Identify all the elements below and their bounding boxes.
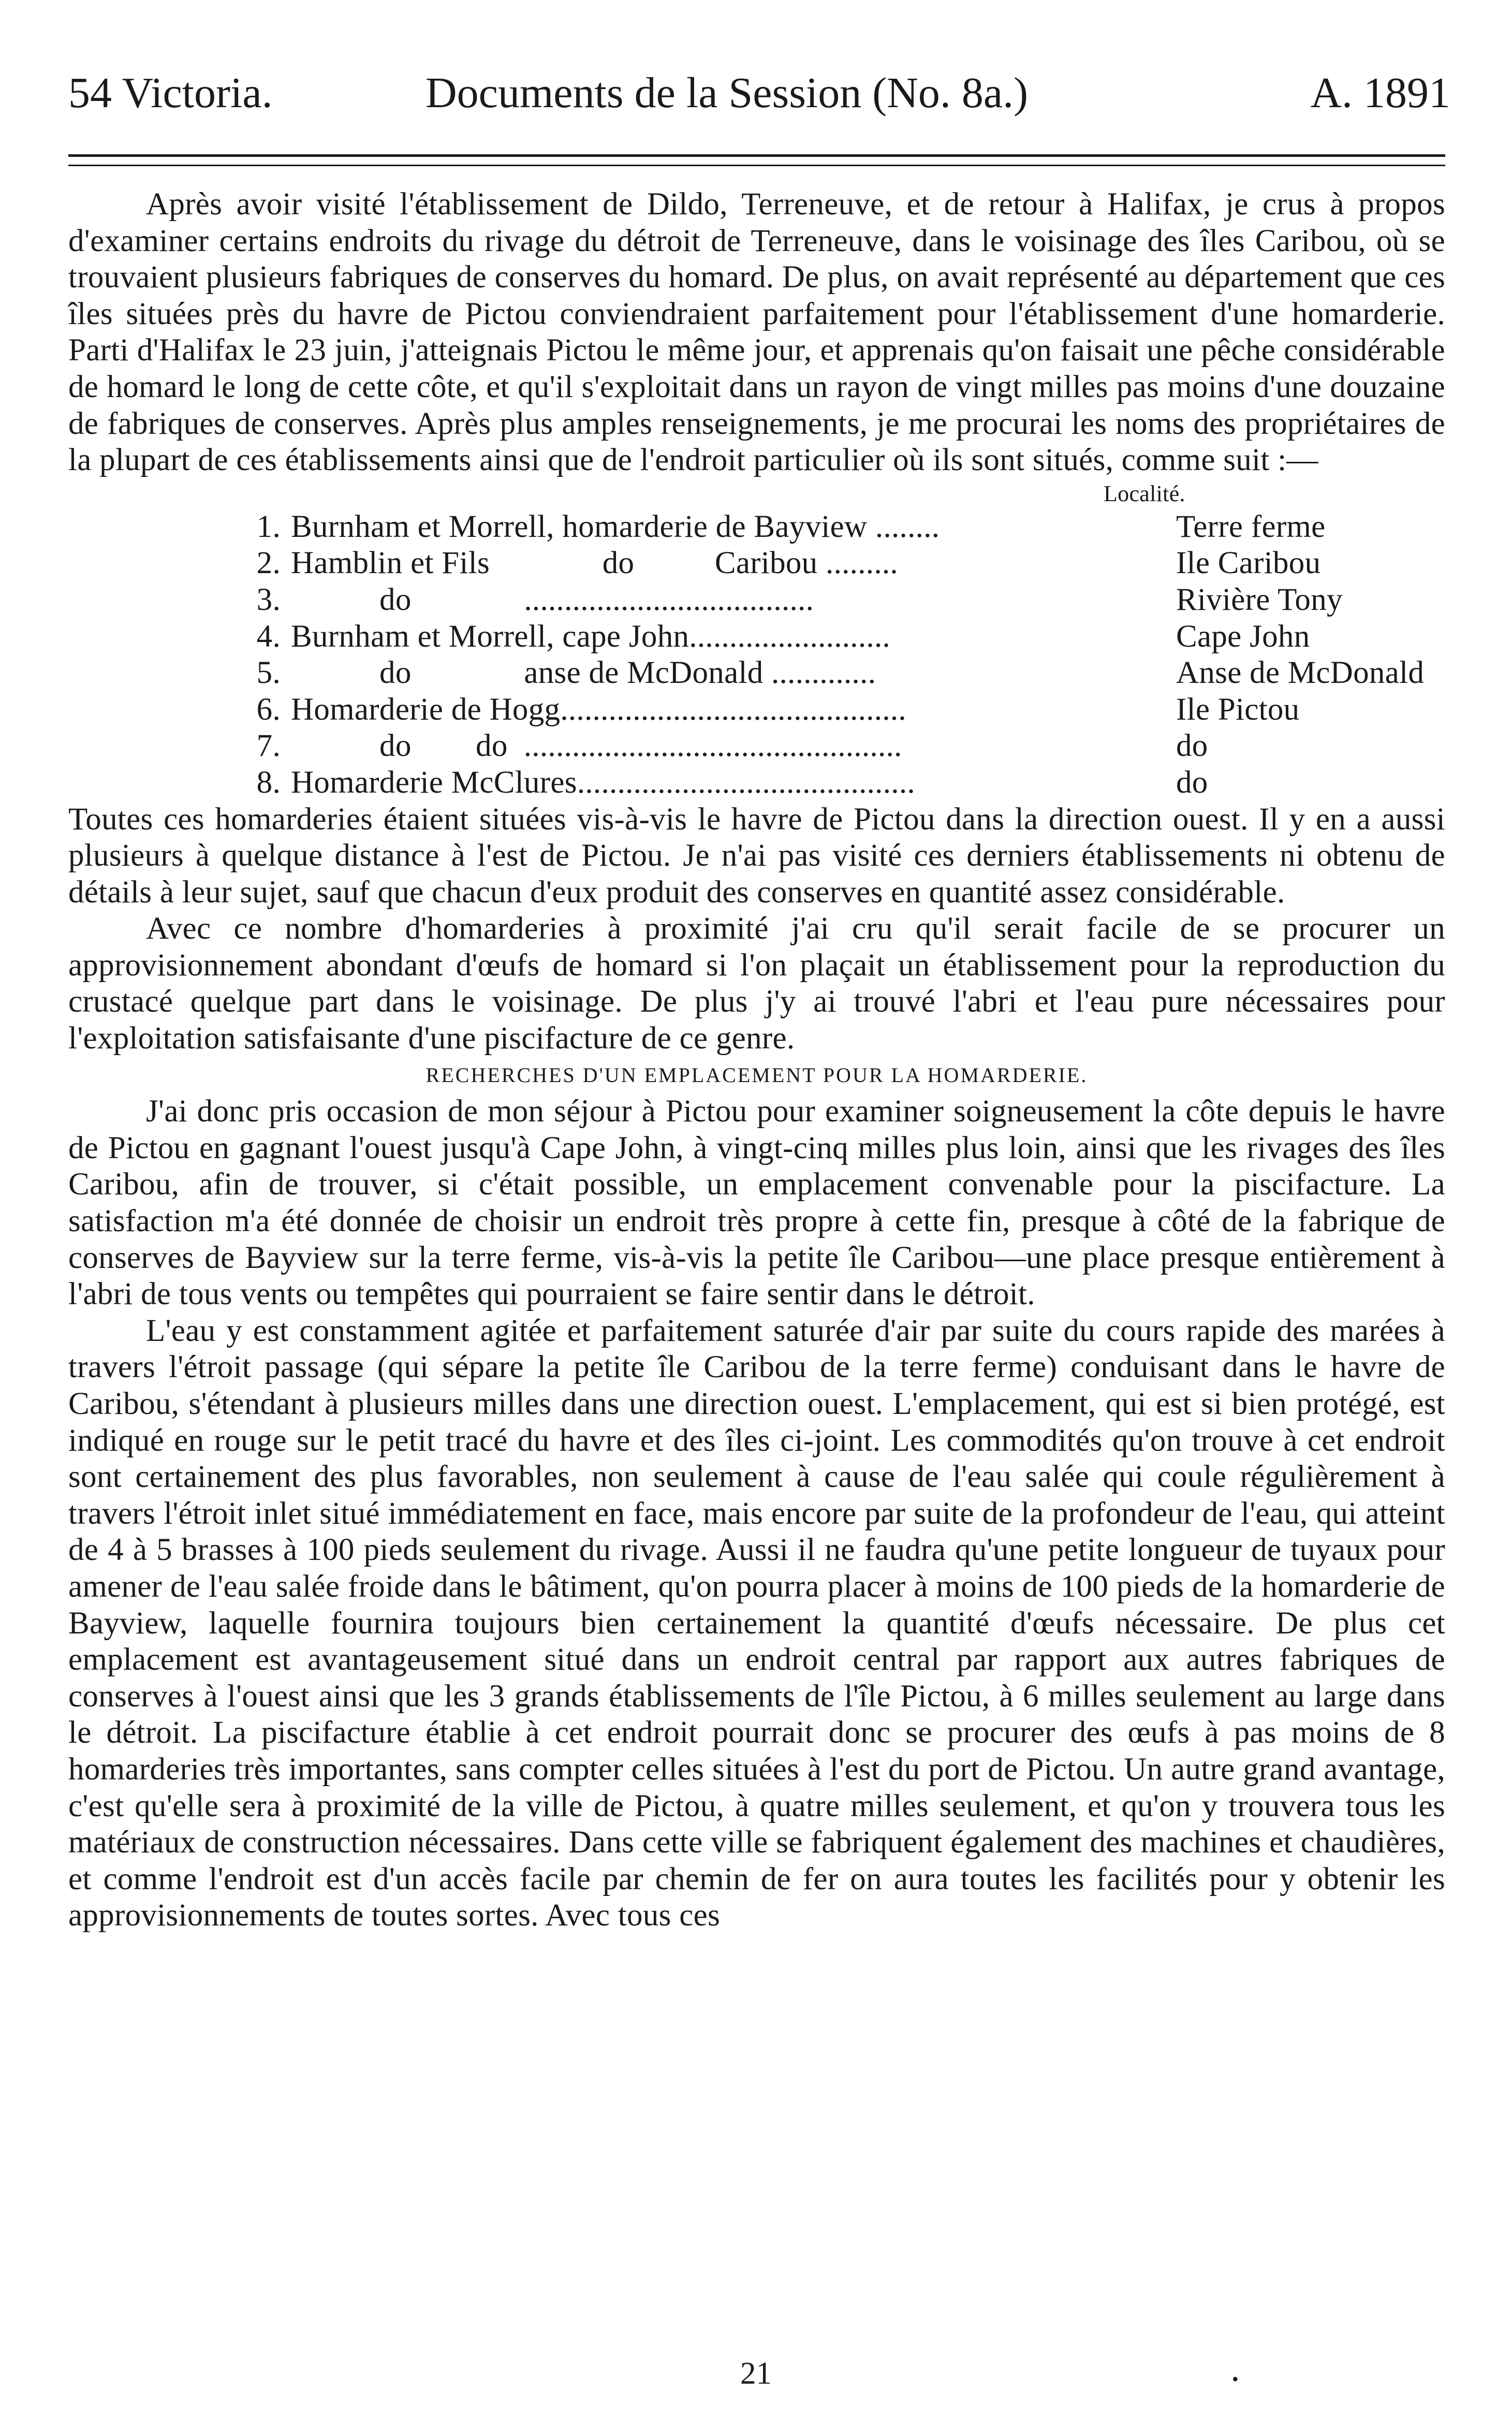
section-heading: RECHERCHES D'UN EMPLACEMENT POUR LA HOMARDERIE. — [425, 1063, 1088, 1087]
list-item — [68, 655, 1445, 692]
paragraph-intro: Après avoir visité l'établissement de Dildo, Terreneuve, et de retour à Halifax, je crus à propos d'examiner certains endroits du rivage du détroit de Terreneuve, dans le voisinage des îles Caribou, où se trouvaient plusieurs fabriques de conserves du homard. De plus, on avait représenté au département que ces îles situées près du havre de Pictou conviendraient parfaitement pour l'établissement d'une homarderie. Parti d'Halifax le 23 juin, j'atteignais Pictou le même jour, et apprenais qu'on faisait une pêche considérable de homard le long de cette côte, et qu'il s'exploitait dans un rayon de vingt milles pas moins d'une douzaine de fabriques de conserves. Après plus amples renseignements, je me procurai les noms des propriétaires de la plupart de ces établissements ainsi que de l'endroit particulier où ils sont situés, comme suit :— — [68, 187, 1445, 478]
list-item — [68, 765, 1445, 801]
list-item-place: do — [1176, 728, 1208, 764]
list-item-number: 3. — [256, 582, 281, 617]
list-item-name: Homarderie de Hogg........................................... — [291, 692, 906, 727]
page-number: 21 — [740, 2356, 772, 2391]
list-item-number: 2. — [256, 546, 281, 581]
page-header — [68, 62, 1456, 124]
footer-mark: • — [1232, 2369, 1239, 2389]
paragraph-homarderies-location: Toutes ces homarderies étaient situées vis-à-vis le havre de Pictou dans la direction ouest. Il y en a aussi plusieurs à quelque distance à l'est de Pictou. Je n'ai pas visité ces derniers établissements ni obtenu de détails à leur sujet, sauf que chacun d'eux produit des conserves en quantité assez considérable. — [68, 801, 1445, 910]
list-item-name: do do ............................................... — [291, 728, 902, 764]
list-item-number: 7. — [256, 728, 281, 764]
list-item — [68, 545, 1445, 582]
list-item — [68, 692, 1445, 728]
list-item-name: do anse de McDonald ............. — [291, 655, 876, 691]
list-item-place: Cape John — [1176, 619, 1310, 654]
header-year: A. 1891 — [1310, 69, 1450, 117]
list-item-place: Terre ferme — [1176, 509, 1326, 544]
list-item-number: 8. — [256, 765, 281, 800]
list-item-place: Ile Pictou — [1176, 692, 1300, 727]
paragraph-site-advantages: L'eau y est constamment agitée et parfaitement saturée d'air par suite du cours rapide des marées à travers l'étroit passage (qui sépare la petite île Caribou de la terre ferme) conduisant dans le havre de Caribou, s'étendant à plusieurs milles dans une direction ouest. L'emplacement, qui est si bien protégé, est indiqué en rouge sur le petit tracé du havre et des îles ci-joint. Les commodités qu'on trouve à cet endroit sont certainement des plus favorables, non seulement à cause de l'eau salée qui coule régulièrement à travers l'étroit inlet situé immédiatement en face, mais encore par suite de la profondeur de l'eau, qui atteint de 4 à 5 brasses à 100 pieds seulement du rivage. Aussi il ne faudra qu'une petite longueur de tuyaux pour amener de l'eau salée froide dans le bâtiment, qu'on pourra placer à moins de 100 pieds de la homarderie de Bayview, laquelle fournira toujours bien certainement la quantité d'œufs nécessaire. De plus cet emplacement est avantageusement situé dans un endroit central par rapport aux autres fabriques de conserves à l'ouest ainsi que les 3 grands établissements de l'île Pictou, à 6 milles seulement au large dans le détroit. La piscifacture établie à cet endroit pourrait donc se procurer des œufs à pas moins de 8 homarderies très importantes, sans compter celles situées à l'est du port de Pictou. Un autre grand avantage, c'est qu'elle sera à proximité de la ville de Pictou, à quatre milles seulement, et qu'on y trouvera tous les matériaux de construction nécessaires. Dans cette ville se fabriquent également des machines et chaudières, et comme l'endroit est d'un accès facile par chemin de fer on aura toutes les facilités pour y obtenir les approvisionnements de toutes sortes. Avec tous ces — [68, 1313, 1445, 1933]
list-item-name: Burnham et Morrell, homarderie de Bayview ........ — [291, 509, 940, 544]
list-item-number: 5. — [256, 655, 281, 691]
header-volume: 54 Victoria. — [68, 69, 273, 117]
list-item-place: Anse de McDonald — [1176, 655, 1425, 691]
list-item-place: Ile Caribou — [1176, 546, 1321, 581]
list-item — [68, 509, 1445, 546]
list-item — [68, 619, 1445, 655]
establishment-list — [68, 509, 1445, 801]
list-item-name: do .................................... — [291, 582, 814, 617]
paragraph-site-search: J'ai donc pris occasion de mon séjour à Pictou pour examiner soigneusement la côte depuis le havre de Pictou en gagnant l'ouest jusqu'à Cape John, à vingt-cinq milles plus loin, ainsi que les rivages des îles Caribou, afin de trouver, si c'était possible, un emplacement convenable pour la piscifacture. La satisfaction m'a été donnée de choisir un endroit très propre à cette fin, presque à côté de la fabrique de conserves de Bayview sur la terre ferme, vis-à-vis la petite île Caribou—une place presque entièrement à l'abri de tous vents ou tempêtes qui pourraient se faire sentir dans le détroit. — [68, 1094, 1445, 1312]
list-item — [68, 582, 1445, 619]
list-column-header: Localité. — [1104, 480, 1185, 506]
body-text — [68, 186, 1445, 1934]
header-rule-thin — [68, 165, 1445, 166]
list-item-number: 4. — [256, 619, 281, 654]
list-item-name: Burnham et Morrell, cape John......................... — [291, 619, 891, 654]
list-item-name: Homarderie McClures.......................................... — [291, 765, 915, 800]
paragraph-supply: Avec ce nombre d'homarderies à proximité j'ai cru qu'il serait facile de se procurer un approvisionnement abondant d'œufs de homard si l'on plaçait un établissement pour la reproduction du crustacé quelque part dans le voisinage. De plus j'y ai trouvé l'abri et l'eau pure nécessaires pour l'exploitation satisfaisante d'une piscifacture de ce genre. — [68, 911, 1445, 1056]
list-item-name: Hamblin et Fils do Caribou ......... — [291, 546, 898, 581]
list-item-number: 1. — [256, 509, 281, 544]
header-title: Documents de la Session (No. 8a.) — [425, 69, 1029, 117]
list-item-place: Rivière Tony — [1176, 582, 1343, 617]
list-item — [68, 728, 1445, 765]
list-item-place: do — [1176, 765, 1208, 800]
list-item-number: 6. — [256, 692, 281, 727]
header-rule-thick — [68, 154, 1445, 157]
